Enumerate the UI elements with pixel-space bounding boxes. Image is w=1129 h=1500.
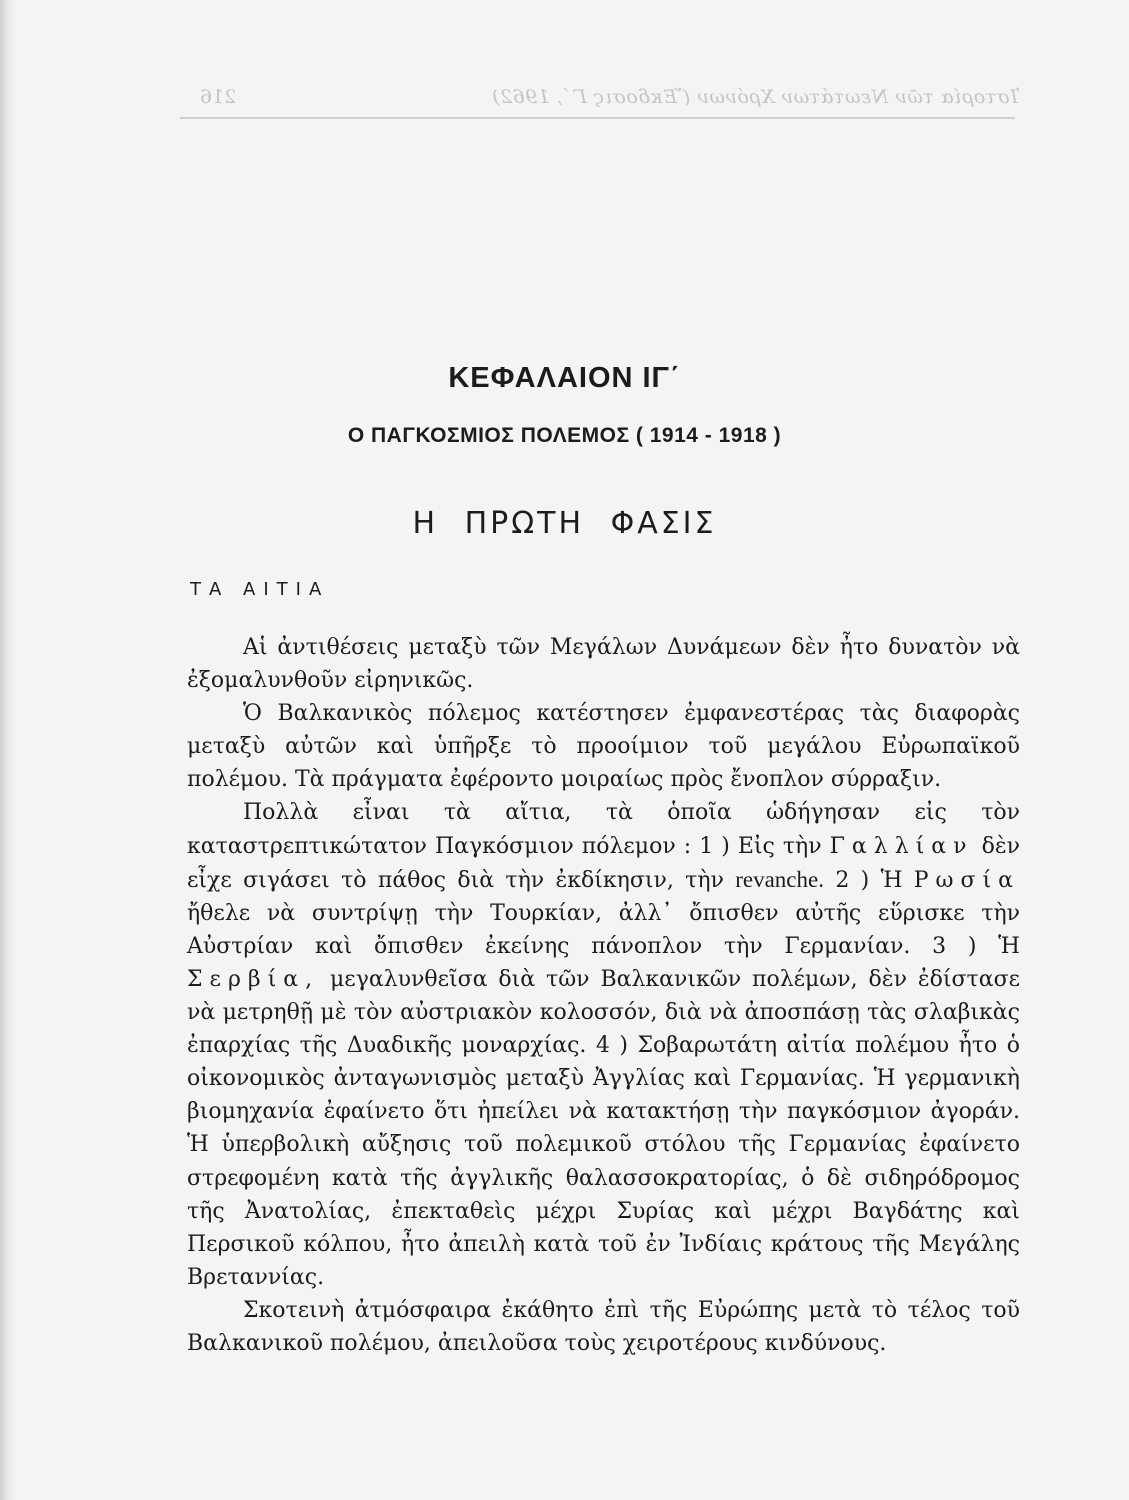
show-through-page-number: 216 [200,86,237,108]
show-through-running-head [170,80,1020,120]
paragraph-1: Αἱ ἀντιθέσεις μεταξὺ τῶν Μεγάλων Δυνάμεων δὲν ἦτο δυνατὸν νὰ ἐξομαλυνθοῦν εἰρηνικῶς. [187,635,1020,694]
phase-title: Η ΠΡΩΤΗ ΦΑΣΙΣ [412,506,717,541]
section-label: ΤΑ ΑΙΤΙΑ [190,579,330,600]
chapter-title: ΚΕΦΑΛΑΙΟΝ ΙΓ΄ [448,362,681,394]
emphasis-rosia: Ρωσία [913,867,1020,893]
paragraph-3-part-d: ἤθελε νὰ συντρίψῃ τὴν Τουρκίαν, ἀλλ᾽ ὄπισθεν αὐτῆς εὕρισκε τὴν Αὐστρίαν καὶ ὄπισθεν ἐκείνης πάνοπλον τὴν Γερμανίαν. 3 ) Ἡ [187,900,1020,959]
show-through-title: Ἱστορία τῶν Νεωτάτων Χρόνων (Ἔκδοσις Γ΄, 1962) [491,86,1020,108]
page-spine-shadow [0,0,16,1500]
show-through-header-rule [180,117,1015,119]
paragraph-3-part-b: δὲν εἶχε σιγάσει τὸ πάθος διὰ τὴν ἐκδίκησιν, τὴν [187,833,1020,893]
paragraph-3 [187,796,1020,1293]
emphasis-gallia: Γαλλίαν [829,833,974,859]
chapter-subtitle: Ο ΠΑΓΚΟΣΜΙΟΣ ΠΟΛΕΜΟΣ ( 1914 - 1918 ) [347,424,782,447]
paragraph-3-part-a: Πολλὰ εἶναι τὰ αἴτια, τὰ ὁποῖα ὡδήγησαν εἰς τὸν καταστρεπτικώτατον Παγκόσμιον πόλεμον : 1 ) Εἰς τὴν [187,800,1020,859]
paragraph-2: Ὁ Βαλκανικὸς πόλεμος κατέστησεν ἐμφανεστέρας τὰς διαφορὰς μεταξὺ αὐτῶν καὶ ὑπῆρξε τὸ προοίμιον τοῦ μεγάλου Εὐρωπαϊκοῦ πολέμου. Τὰ πράγματα ἐφέροντο μοιραίως πρὸς ἔνοπλον σύρραξιν. [187,701,1020,793]
paragraph-3-part-c: 2 ) Ἡ [823,867,914,893]
emphasis-servia: Σερβία, [187,966,320,992]
paragraph-3-part-e: μεγαλυνθεῖσα διὰ τῶν Βαλκανικῶν πολέμων, δὲν ἐδίστασε νὰ μετρηθῇ μὲ τὸν αὐστριακὸν κολοσσόν, διὰ νὰ ἀποσπάσῃ τὰς σλαβικὰς ἐπαρχίας τῆς Δυαδικῆς μοναρχίας. 4 ) Σοβαρωτάτη αἰτία πολέμου ἦτο ὁ οἰκονομικὸς ἀνταγωνισμὸς μεταξὺ Ἀγγλίας καὶ Γερμανίας. Ἡ γερμανικὴ βιομηχανία ἐφαίνετο ὅτι ἠπείλει νὰ κατακτήσῃ τὴν παγκόσμιον ἀγοράν. Ἡ ὑπερβολικὴ αὔξησις τοῦ πολεμικοῦ στόλου τῆς Γερμανίας ἐφαίνετο στρεφομένη κατὰ τῆς ἀγγλικῆς θαλασσοκρατορίας, ὁ δὲ σιδηρόδρομος τῆς Ἀνατολίας, ἐπεκταθεὶς μέχρι Συρίας καὶ μέχρι Βαγδάτης καὶ Περσικοῦ κόλπου, ἦτο ἀπειλὴ κατὰ τοῦ ἐν Ἰνδίαις κράτους τῆς Μεγάλης Βρεταννίας. [187,966,1020,1290]
paragraph-4: Σκοτεινὴ ἀτμόσφαιρα ἐκάθητο ἐπὶ τῆς Εὐρώπης μετὰ τὸ τέλος τοῦ Βαλκανικοῦ πολέμου, ἀπειλοῦσα τοὺς χειροτέρους κινδύνους. [187,1297,1020,1356]
term-revanche: revanche. [735,866,824,892]
body-text [187,631,1020,1360]
